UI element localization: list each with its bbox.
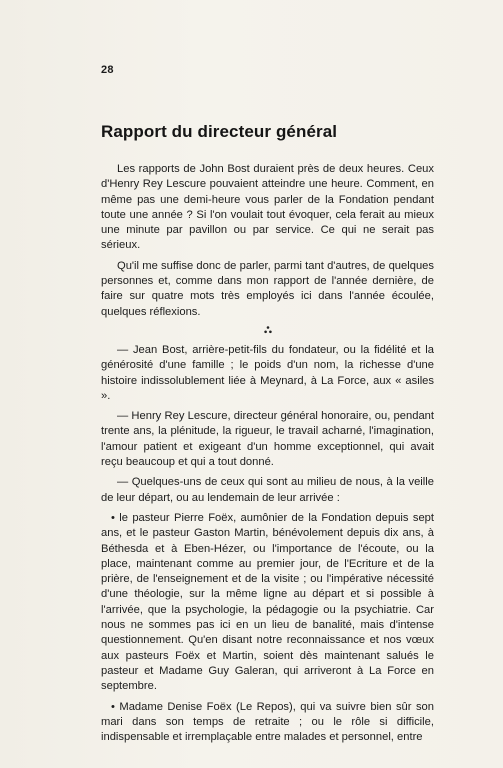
page-number: 28	[101, 64, 114, 76]
intro-paragraph-1: Les rapports de John Bost duraient près de deux heures. Ceux d'Henry Rey Lescure pouvaient atteindre une heure. Comment, en même pas une demi-heure vous parler de la Fondation pendant toute une année ? Si l'on voulait tout évoquer, cela ferait au mieux une minute par pavillon ou par service. Ce qui ne serait pas sérieux.	[101, 163, 434, 252]
document-body	[101, 162, 434, 750]
paragraph-henry-rey-lescure: — Henry Rey Lescure, directeur général honoraire, ou, pendant trente ans, la plénitude, la rigueur, le travail acharné, l'imagination, l'amour patient et exigeant d'un homme exceptionnel, qui avait reçu beaucoup et qui a tout donné.	[101, 410, 434, 469]
paragraph-quelques-uns: — Quelques-uns de ceux qui sont au milieu de nous, à la veille de leur départ, ou au lendemain de leur arrivée :	[101, 476, 434, 504]
asterism-separator-icon	[101, 325, 434, 337]
bullet-pasteurs: • le pasteur Pierre Foëx, aumônier de la Fondation depuis sept ans, et le pasteur Gaston Martin, bénévolement depuis dix ans, à Béthesda et à Eben-Hézer, ou l'importance de l'écoute, ou la place, maintenant comme au premier jour, de l'Ecriture et de la prière, de l'enseignement et de la visite ; ou l'impérative nécessité d'une théologie, sur la même ligne au départ et si possible à l'arrivée, que la psychologie, la pédagogie ou la psychiatrie. Car nous ne sommes pas ici en un lieu de banalité, mais d'intense questionnement. Qu'en disant notre reconnaissance et nos vœux aux pasteurs Foëx et Martin, soient dès maintenant salués le pasteur et Madame Guy Galeran, qui arriveront à La Force en septembre.	[101, 511, 434, 693]
page-title: Rapport du directeur général	[101, 122, 338, 141]
paragraph-jean-bost: — Jean Bost, arrière-petit-fils du fondateur, ou la fidélité et la générosité d'une famille ; le poids d'un nom, la richesse d'une histoire indissolublement liée à Meynard, à La Force, aux « asiles ».	[101, 343, 434, 402]
bullet-denise-foex: • Madame Denise Foëx (Le Repos), qui va suivre bien sûr son mari dans son temps de retraite ; ou le rôle si difficile, indispensable et irremplaçable entre malades et personnel, entre	[101, 700, 434, 744]
intro-paragraph-2: Qu'il me suffise donc de parler, parmi tant d'autres, de quelques personnes et, comme dans mon rapport de l'année dernière, de faire sur quatre mots très employés ici dans l'année écoulée, quelques réflexions.	[101, 259, 434, 318]
